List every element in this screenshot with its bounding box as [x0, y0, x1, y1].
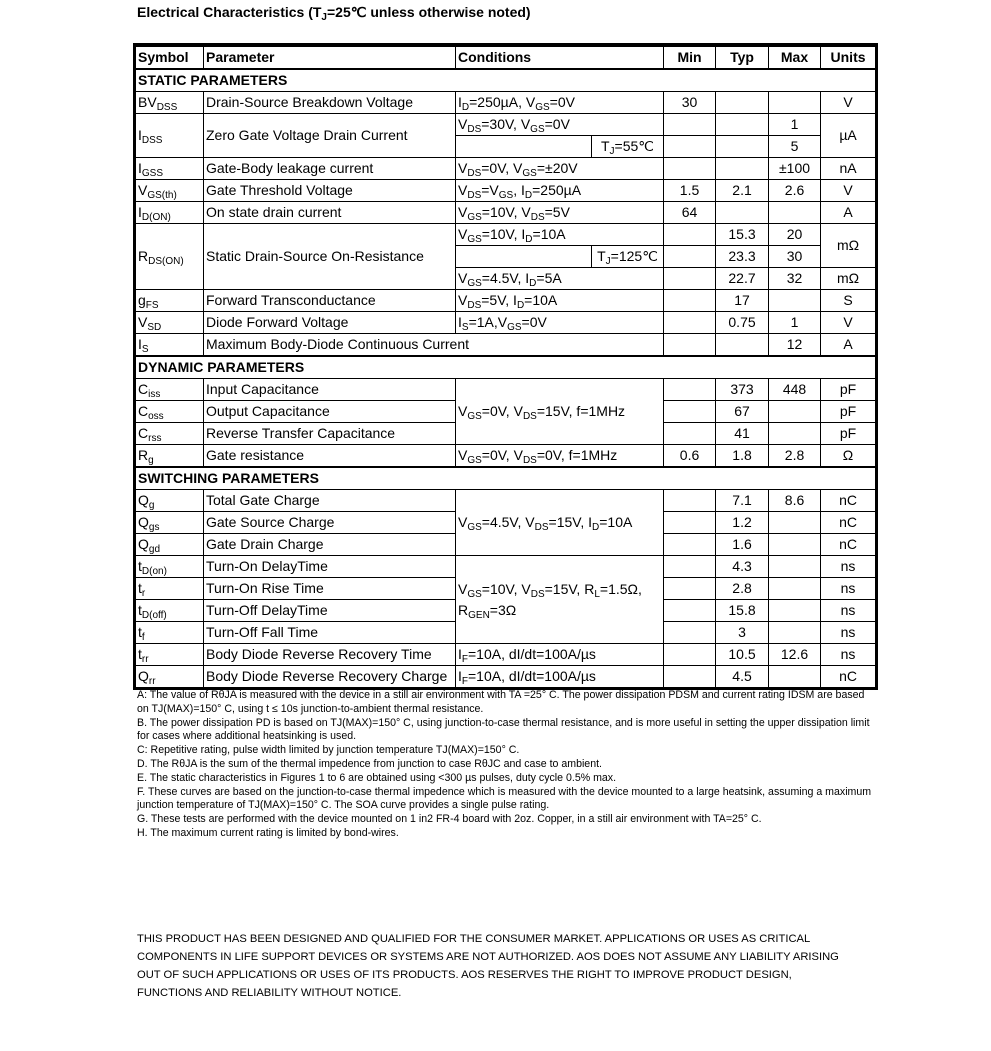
- symbol-cell: $R_{DS(ON)}$: [136, 224, 204, 290]
- max-cell: 2.8: [769, 445, 821, 468]
- conditions-cell: $V_{DS}=5V$, $I_D=10A$: [456, 290, 664, 312]
- max-cell: [769, 290, 821, 312]
- conditions-cell: $V_{DS}=30V$, $V_{GS}=0V$: [456, 114, 664, 136]
- typ-cell: 3: [716, 622, 769, 644]
- conditions-cell: [456, 246, 592, 268]
- symbol-cell: $V_{SD}$: [136, 312, 204, 334]
- note-a: A: The value of RθJA is measured with the device in a still air environment with TA =25° C. The power dissipation PDSM and current rating IDSM are based on TJ(MAX)=150° C, using t ≤ 10s junction-to-ambient thermal resistance.: [137, 689, 865, 715]
- min-cell: [664, 534, 716, 556]
- units-cell: ns: [821, 622, 876, 644]
- table-row: [136, 290, 876, 312]
- units-cell: V: [821, 312, 876, 334]
- parameter-cell: Body Diode Reverse Recovery Time: [204, 644, 456, 666]
- header-min: Min: [664, 46, 716, 69]
- parameter-cell: Diode Forward Voltage: [204, 312, 456, 334]
- table-row: [136, 556, 876, 578]
- symbol-cell: $Q_{gd}$: [136, 534, 204, 556]
- typ-cell: [716, 92, 769, 114]
- table-row: [136, 312, 876, 334]
- min-cell: 0.6: [664, 445, 716, 468]
- min-cell: [664, 158, 716, 180]
- table-row: [136, 445, 876, 468]
- conditions-cell: $I_D=250\mu A$, $V_{GS}=0V$: [456, 92, 664, 114]
- parameter-cell: Output Capacitance: [204, 401, 456, 423]
- units-cell: V: [821, 180, 876, 202]
- units-cell: S: [821, 290, 876, 312]
- min-cell: [664, 224, 716, 246]
- max-cell: [769, 92, 821, 114]
- min-cell: 64: [664, 202, 716, 224]
- conditions-cell: $I_F=10A$, dI/dt=100A/µs: [456, 644, 664, 666]
- min-cell: [664, 578, 716, 600]
- typ-cell: 15.8: [716, 600, 769, 622]
- max-cell: 12.6: [769, 644, 821, 666]
- min-cell: [664, 379, 716, 401]
- typ-cell: 373: [716, 379, 769, 401]
- max-cell: 5: [769, 136, 821, 158]
- typ-cell: 22.7: [716, 268, 769, 290]
- section-row: [136, 69, 876, 92]
- typ-cell: [716, 136, 769, 158]
- units-cell: nC: [821, 534, 876, 556]
- electrical-characteristics-table: [135, 45, 876, 688]
- typ-cell: [716, 158, 769, 180]
- table-row: [136, 202, 876, 224]
- units-cell: mΩ: [821, 268, 876, 290]
- symbol-cell: $V_{GS(th)}$: [136, 180, 204, 202]
- max-cell: 1: [769, 312, 821, 334]
- footnotes: [137, 689, 877, 841]
- note-f: F. These curves are based on the junction-to-case thermal impedence which is measured with the device mounted to a large heatsink, assuming a maximum junction temperature of TJ(MAX)=150° C. The SOA curve provides a single pulse rating.: [137, 785, 872, 812]
- conditions-cell: $I_F=10A$, dI/dt=100A/µs: [456, 666, 664, 688]
- table-header-row: [136, 46, 876, 69]
- parameter-cell: Total Gate Charge: [204, 490, 456, 512]
- section-dynamic: DYNAMIC PARAMETERS: [136, 356, 876, 379]
- symbol-cell: $BV_{DSS}$: [136, 92, 204, 114]
- units-cell: ns: [821, 578, 876, 600]
- typ-cell: 1.8: [716, 445, 769, 468]
- units-cell: Ω: [821, 445, 876, 468]
- symbol-cell: $Q_{gs}$: [136, 512, 204, 534]
- max-cell: [769, 423, 821, 445]
- max-cell: 12: [769, 334, 821, 357]
- units-cell: µA: [821, 114, 876, 158]
- max-cell: [769, 534, 821, 556]
- symbol-cell: $C_{oss}$: [136, 401, 204, 423]
- header-symbol: Symbol: [136, 46, 204, 69]
- conditions-tj-cell: $T_J=125℃$: [592, 246, 664, 268]
- min-cell: [664, 268, 716, 290]
- units-cell: pF: [821, 401, 876, 423]
- conditions-cell: $V_{GS}=0V$, $V_{DS}=0V$, f=1MHz: [456, 445, 664, 468]
- disclaimer-line: FUNCTIONS AND RELIABILITY WITHOUT NOTICE.: [137, 987, 402, 999]
- units-cell: A: [821, 202, 876, 224]
- header-units: Units: [821, 46, 876, 69]
- max-cell: 2.6: [769, 180, 821, 202]
- units-cell: nC: [821, 512, 876, 534]
- units-cell: pF: [821, 379, 876, 401]
- units-cell: ns: [821, 644, 876, 666]
- conditions-tj-cell: $T_J=55℃$: [592, 136, 664, 158]
- symbol-cell: $I_{GSS}$: [136, 158, 204, 180]
- conditions-cell: $V_{GS}=10V$, $I_D=10A$: [456, 224, 664, 246]
- max-cell: 20: [769, 224, 821, 246]
- min-cell: [664, 644, 716, 666]
- min-cell: [664, 666, 716, 688]
- max-cell: [769, 512, 821, 534]
- typ-cell: 67: [716, 401, 769, 423]
- section-row: [136, 356, 876, 379]
- parameter-cell: Gate Source Charge: [204, 512, 456, 534]
- conditions-cell: $V_{GS}=10V$, $V_{DS}=15V$, $R_L=1.5\Omega$, $R_{GEN}=3\Omega$: [456, 556, 664, 644]
- typ-cell: 41: [716, 423, 769, 445]
- max-cell: [769, 666, 821, 688]
- parameter-cell: Gate resistance: [204, 445, 456, 468]
- table-row: [136, 158, 876, 180]
- parameter-cell: On state drain current: [204, 202, 456, 224]
- max-cell: ±100: [769, 158, 821, 180]
- symbol-cell: $I_{D(ON)}$: [136, 202, 204, 224]
- min-cell: [664, 136, 716, 158]
- note-g: G. These tests are performed with the device mounted on 1 in2 FR-4 board with 2oz. Copper, in a still air environment with TA=25° C.: [137, 813, 762, 826]
- conditions-cell: $V_{GS}=10V$, $V_{DS}=5V$: [456, 202, 664, 224]
- units-cell: V: [821, 92, 876, 114]
- typ-cell: 4.5: [716, 666, 769, 688]
- min-cell: [664, 490, 716, 512]
- parameter-cell: Body Diode Reverse Recovery Charge: [204, 666, 456, 688]
- units-cell: mΩ: [821, 224, 876, 268]
- conditions-cell: $V_{DS}=0V$, $V_{GS}=\pm 20V$: [456, 158, 664, 180]
- symbol-cell: $C_{rss}$: [136, 423, 204, 445]
- parameter-cell: Turn-Off Fall Time: [204, 622, 456, 644]
- conditions-cell: $V_{GS}=4.5V$, $V_{DS}=15V$, $I_D=10A$: [456, 490, 664, 556]
- max-cell: 448: [769, 379, 821, 401]
- units-cell: pF: [821, 423, 876, 445]
- disclaimer: [137, 930, 877, 1002]
- symbol-cell: $t_{D(off)}$: [136, 600, 204, 622]
- parameter-cell: Turn-On DelayTime: [204, 556, 456, 578]
- table-row: [136, 490, 876, 512]
- units-cell: ns: [821, 556, 876, 578]
- parameter-cell: Gate-Body leakage current: [204, 158, 456, 180]
- note-c: C: Repetitive rating, pulse width limited by junction temperature TJ(MAX)=150° C.: [137, 744, 520, 757]
- parameter-cell: Turn-Off DelayTime: [204, 600, 456, 622]
- typ-cell: 2.1: [716, 180, 769, 202]
- symbol-cell: $I_S$: [136, 334, 204, 357]
- min-cell: [664, 114, 716, 136]
- section-row: [136, 467, 876, 490]
- max-cell: 8.6: [769, 490, 821, 512]
- symbol-cell: $g_{FS}$: [136, 290, 204, 312]
- max-cell: [769, 622, 821, 644]
- max-cell: [769, 556, 821, 578]
- disclaimer-line: COMPONENTS IN LIFE SUPPORT DEVICES OR SYSTEMS ARE NOT AUTHORIZED. AOS DOES NOT ASSUME ANY LIABILITY ARISING: [137, 951, 839, 963]
- table-row: [136, 379, 876, 401]
- units-cell: ns: [821, 600, 876, 622]
- max-cell: [769, 578, 821, 600]
- parameter-cell: Maximum Body-Diode Continuous Current: [204, 334, 664, 357]
- min-cell: [664, 600, 716, 622]
- parameter-cell: Static Drain-Source On-Resistance: [204, 224, 456, 290]
- typ-cell: 23.3: [716, 246, 769, 268]
- max-cell: [769, 401, 821, 423]
- max-cell: 32: [769, 268, 821, 290]
- conditions-cell: [456, 136, 592, 158]
- symbol-cell: $t_{rr}$: [136, 644, 204, 666]
- min-cell: [664, 290, 716, 312]
- symbol-cell: $Q_g$: [136, 490, 204, 512]
- max-cell: 30: [769, 246, 821, 268]
- symbol-cell: $I_{DSS}$: [136, 114, 204, 158]
- min-cell: 30: [664, 92, 716, 114]
- table-row: [136, 114, 876, 136]
- parameter-cell: Drain-Source Breakdown Voltage: [204, 92, 456, 114]
- units-cell: nA: [821, 158, 876, 180]
- note-d: D. The RθJA is the sum of the thermal impedence from junction to case RθJC and case to ambient.: [137, 757, 602, 770]
- header-parameter: Parameter: [204, 46, 456, 69]
- table-row: [136, 644, 876, 666]
- typ-cell: 10.5: [716, 644, 769, 666]
- disclaimer-line: THIS PRODUCT HAS BEEN DESIGNED AND QUALIFIED FOR THE CONSUMER MARKET. APPLICATIONS OR USES AS CRITICAL: [137, 933, 811, 945]
- units-cell: nC: [821, 666, 876, 688]
- min-cell: [664, 246, 716, 268]
- min-cell: [664, 423, 716, 445]
- typ-cell: 17: [716, 290, 769, 312]
- units-cell: nC: [821, 490, 876, 512]
- min-cell: 1.5: [664, 180, 716, 202]
- max-cell: [769, 600, 821, 622]
- min-cell: [664, 556, 716, 578]
- typ-cell: 1.6: [716, 534, 769, 556]
- note-e: E. The static characteristics in Figures 1 to 6 are obtained using <300 µs pulses, duty cycle 0.5% max.: [137, 771, 617, 784]
- symbol-cell: $C_{iss}$: [136, 379, 204, 401]
- conditions-cell: $V_{DS}=V_{GS}$, $I_D=250\mu A$: [456, 180, 664, 202]
- min-cell: [664, 622, 716, 644]
- min-cell: [664, 312, 716, 334]
- max-cell: 1: [769, 114, 821, 136]
- table-row: [136, 666, 876, 688]
- table-row: [136, 180, 876, 202]
- parameter-cell: Zero Gate Voltage Drain Current: [204, 114, 456, 158]
- parameter-cell: Gate Threshold Voltage: [204, 180, 456, 202]
- min-cell: [664, 512, 716, 534]
- page-title: Electrical Characteristics ($T_J=25℃$ unless otherwise noted): [137, 4, 531, 23]
- symbol-cell: $t_r$: [136, 578, 204, 600]
- typ-cell: 4.3: [716, 556, 769, 578]
- note-h: H. The maximum current rating is limited by bond-wires.: [137, 826, 399, 839]
- table-row: [136, 334, 876, 357]
- symbol-cell: $Q_{rr}$: [136, 666, 204, 688]
- parameter-cell: Reverse Transfer Capacitance: [204, 423, 456, 445]
- symbol-cell: $t_f$: [136, 622, 204, 644]
- note-b: B. The power dissipation PD is based on TJ(MAX)=150° C, using junction-to-case thermal resistance, and is more useful in setting the upper dissipation limit for cases where additional heatsinking is used.: [137, 716, 870, 743]
- typ-cell: 2.8: [716, 578, 769, 600]
- typ-cell: [716, 202, 769, 224]
- conditions-cell: $V_{GS}=4.5V$, $I_D=5A$: [456, 268, 664, 290]
- table-row: [136, 92, 876, 114]
- symbol-cell: $t_{D(on)}$: [136, 556, 204, 578]
- min-cell: [664, 334, 716, 357]
- units-cell: A: [821, 334, 876, 357]
- max-cell: [769, 202, 821, 224]
- conditions-cell: $V_{GS}=0V$, $V_{DS}=15V$, f=1MHz: [456, 379, 664, 445]
- parameter-cell: Input Capacitance: [204, 379, 456, 401]
- typ-cell: [716, 114, 769, 136]
- typ-cell: [716, 334, 769, 357]
- min-cell: [664, 401, 716, 423]
- header-conditions: Conditions: [456, 46, 664, 69]
- typ-cell: 1.2: [716, 512, 769, 534]
- symbol-cell: $R_g$: [136, 445, 204, 468]
- header-max: Max: [769, 46, 821, 69]
- conditions-cell: $I_S=1A,V_{GS}=0V$: [456, 312, 664, 334]
- typ-cell: 7.1: [716, 490, 769, 512]
- parameter-cell: Forward Transconductance: [204, 290, 456, 312]
- disclaimer-line: OUT OF SUCH APPLICATIONS OR USES OF ITS PRODUCTS. AOS RESERVES THE RIGHT TO IMPROVE PRODUCT DESIGN,: [137, 969, 792, 981]
- header-typ: Typ: [716, 46, 769, 69]
- table-row: [136, 224, 876, 246]
- typ-cell: 15.3: [716, 224, 769, 246]
- parameter-cell: Turn-On Rise Time: [204, 578, 456, 600]
- typ-cell: 0.75: [716, 312, 769, 334]
- section-switching: SWITCHING PARAMETERS: [136, 467, 876, 490]
- section-static: STATIC PARAMETERS: [136, 69, 876, 92]
- parameter-cell: Gate Drain Charge: [204, 534, 456, 556]
